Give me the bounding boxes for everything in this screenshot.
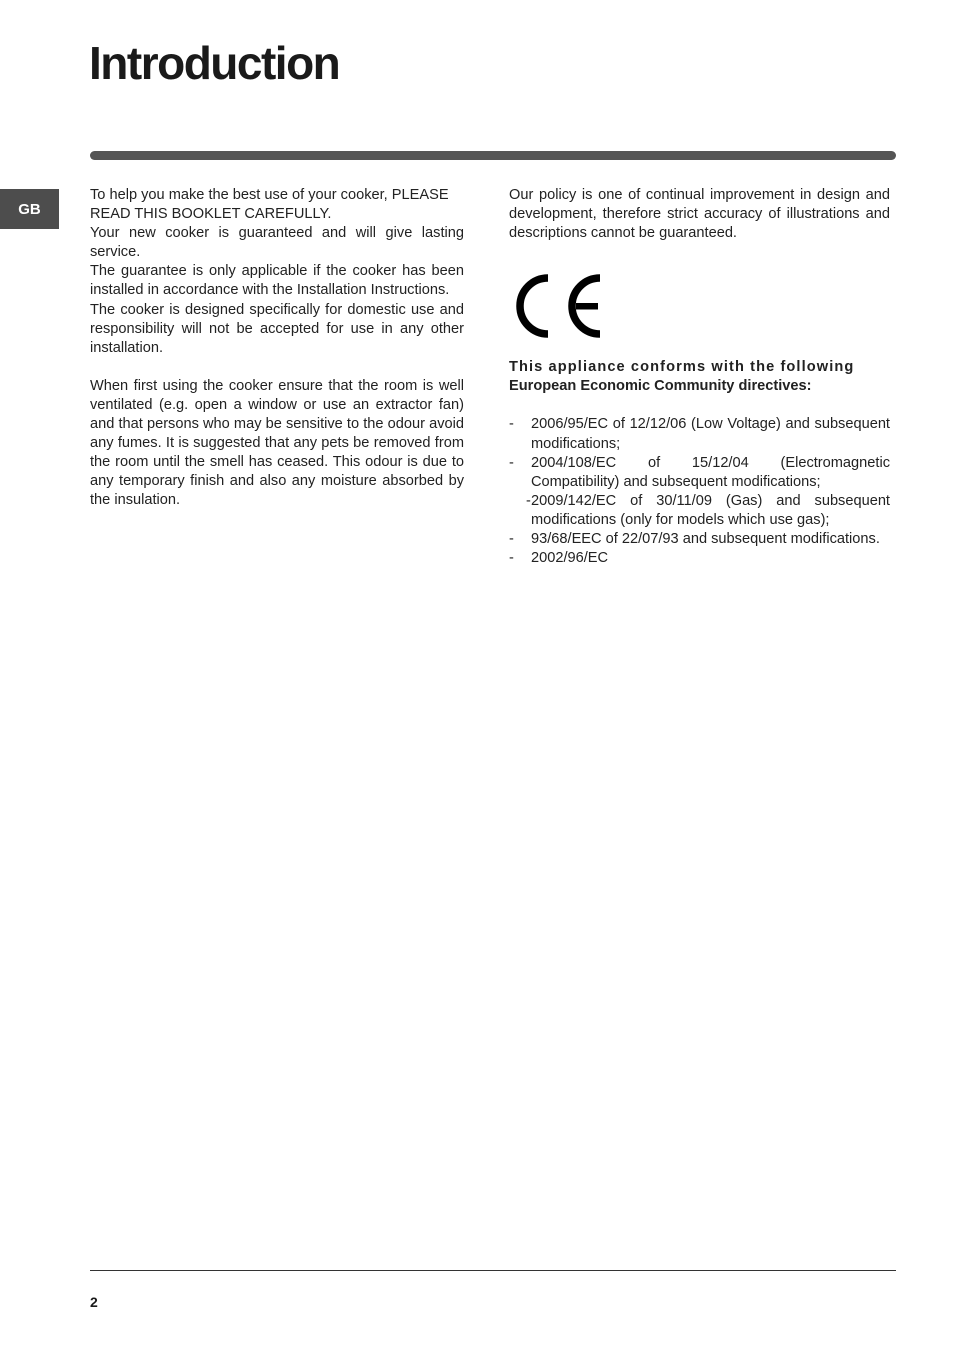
right-column xyxy=(509,186,890,568)
language-tab: GB xyxy=(0,189,59,229)
list-dash: - xyxy=(526,492,531,509)
footer-divider xyxy=(90,1270,896,1271)
directive-text: 2006/95/EC of 12/12/06 (Low Voltage) and subsequent modifications; xyxy=(531,416,890,452)
directive-item xyxy=(509,454,890,492)
directive-text: 2002/96/EC xyxy=(531,550,609,567)
directive-item xyxy=(509,415,890,453)
page-number: 2 xyxy=(90,1294,98,1310)
list-dash: - xyxy=(509,531,514,548)
directive-text: 2004/108/EC of 15/12/04 (Electromagnetic Compatibility) and subsequent modifications; xyxy=(531,454,890,490)
conformity-heading-line1: This appliance conforms with the following xyxy=(509,359,855,376)
guarantee-paragraph: Your new cooker is guaranteed and will give lasting service. xyxy=(90,225,464,261)
directive-item xyxy=(509,549,890,568)
title-divider xyxy=(90,151,896,160)
list-dash: - xyxy=(509,416,514,433)
conformity-heading-line2: European Economic Community directives: xyxy=(509,378,812,395)
left-column xyxy=(90,186,464,511)
page-title: Introduction xyxy=(89,37,340,89)
list-dash: - xyxy=(509,454,514,471)
first-use-paragraph: When first using the cooker ensure that the room is well ventilated (e.g. open a window or use an extractor fan) and that persons who may be sensitive to the odour avoid any fumes. It is suggested that any pets be removed from the room until the smell has ceased. This odour is due to any temporary finish and also any moisture absorbed by the insulation. xyxy=(90,377,464,509)
domestic-use-paragraph: The cooker is designed specifically for domestic use and responsibility will not be accepted for use in any other installation. xyxy=(90,301,464,356)
directives-list xyxy=(509,415,890,568)
directive-item xyxy=(509,492,890,530)
directive-item xyxy=(509,530,890,549)
directive-text: 2009/142/EC of 30/11/09 (Gas) and subsequent modifications (only for models which use gas); xyxy=(531,492,890,528)
list-dash: - xyxy=(509,550,514,567)
installation-paragraph: The guarantee is only applicable if the cooker has been installed in accordance with the Installation Instructions. xyxy=(90,263,464,299)
policy-paragraph: Our policy is one of continual improvement in design and development, therefore strict accuracy of illustrations and descriptions cannot be guaranteed. xyxy=(509,187,890,242)
conformity-heading xyxy=(509,358,890,396)
ce-mark-logo xyxy=(510,272,602,340)
intro-paragraph: To help you make the best use of your cooker, PLEASE READ THIS BOOKLET CAREFULLY. xyxy=(90,187,449,223)
directive-text: 93/68/EEC of 22/07/93 and subsequent modifications. xyxy=(531,531,880,548)
